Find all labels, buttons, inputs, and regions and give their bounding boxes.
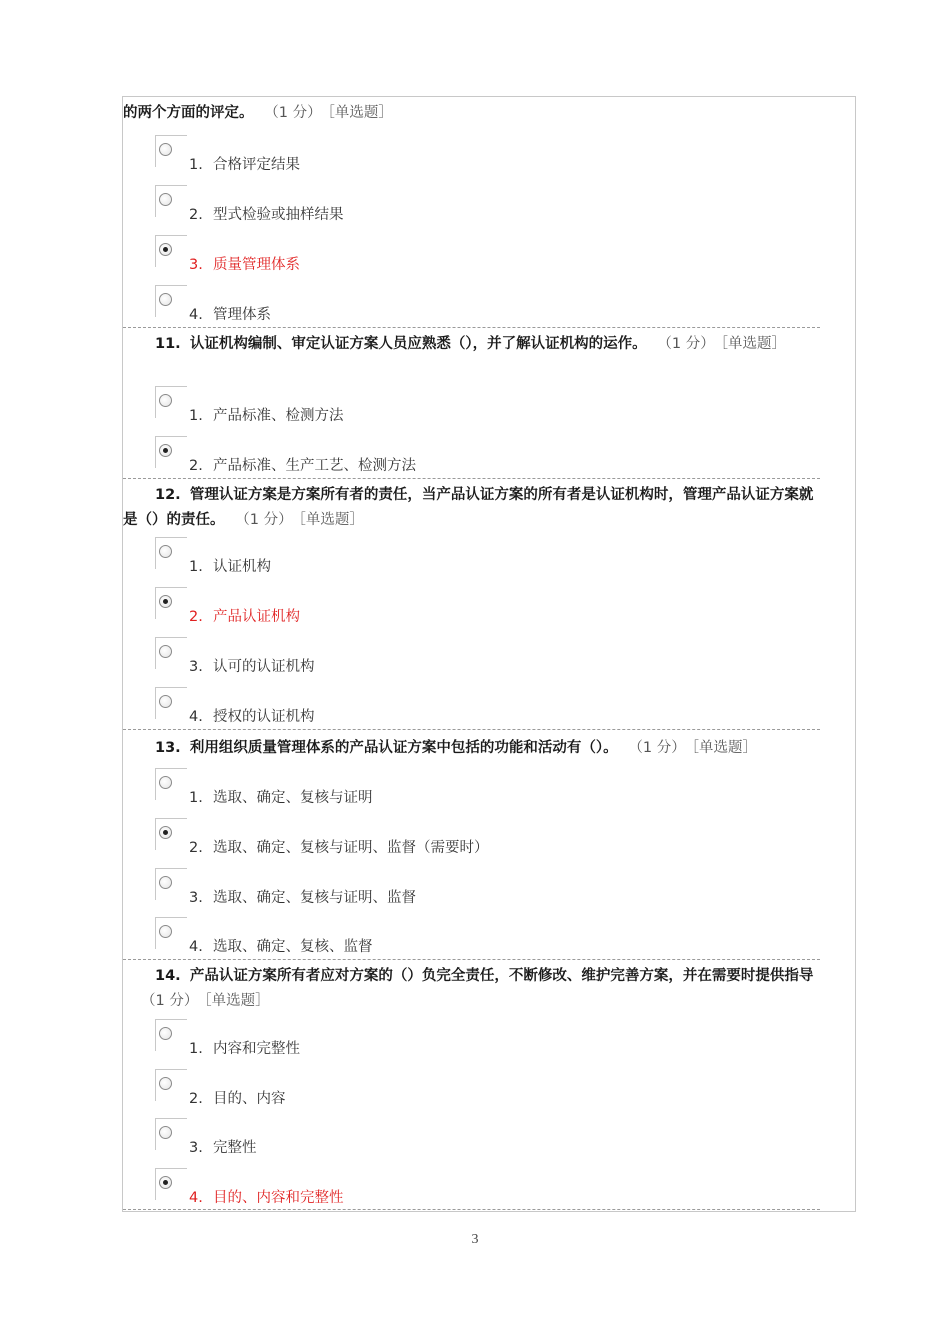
radio-box xyxy=(155,1019,187,1051)
question-text: 利用组织质量管理体系的产品认证方案中包括的功能和活动有（）。 xyxy=(189,740,618,756)
option-number: 1. xyxy=(189,157,203,173)
radio-unchecked-icon[interactable] xyxy=(159,925,172,938)
question-text: 管理认证方案是方案所有者的责任，当产品认证方案的所有者是认证机构时，管理产品认证方案就是（）的责任。 xyxy=(123,487,814,528)
question-11-title xyxy=(123,332,820,357)
radio-checked-icon[interactable] xyxy=(159,826,172,839)
option-q10-4[interactable] xyxy=(155,285,755,325)
page-number: 3 xyxy=(471,1232,479,1247)
option-number: 1. xyxy=(189,559,203,575)
question-divider xyxy=(123,327,820,328)
option-number: 2. xyxy=(189,458,203,474)
option-label: 产品认证机构 xyxy=(213,609,300,625)
radio-box xyxy=(155,436,187,468)
question-score: （1 分） xyxy=(242,512,293,528)
option-number: 2. xyxy=(189,1091,203,1107)
question-number: 14. xyxy=(155,968,181,984)
option-label: 选取、确定、复核、监督 xyxy=(213,939,373,955)
radio-unchecked-icon[interactable] xyxy=(159,876,172,889)
option-q10-1[interactable] xyxy=(155,135,755,175)
question-type: ［单选题］ xyxy=(327,105,393,121)
question-score: （1 分） xyxy=(635,740,686,756)
radio-box xyxy=(155,135,187,167)
radio-unchecked-icon[interactable] xyxy=(159,1126,172,1139)
option-label: 认可的认证机构 xyxy=(213,659,315,675)
option-label: 选取、确定、复核与证明、监督 xyxy=(213,890,416,906)
radio-box xyxy=(155,917,187,949)
option-q12-1[interactable] xyxy=(155,537,755,577)
option-number: 4. xyxy=(189,709,203,725)
question-divider xyxy=(123,729,820,730)
option-label: 认证机构 xyxy=(213,559,271,575)
question-divider xyxy=(123,478,820,479)
option-number: 4. xyxy=(189,307,203,323)
option-number: 2. xyxy=(189,840,203,856)
option-label: 型式检验或抽样结果 xyxy=(213,207,344,223)
radio-box xyxy=(155,1118,187,1150)
radio-box xyxy=(155,687,187,719)
option-q12-4[interactable] xyxy=(155,687,755,727)
option-q14-2[interactable] xyxy=(155,1069,755,1109)
option-number: 3. xyxy=(189,1140,203,1156)
option-number: 1. xyxy=(189,790,203,806)
radio-unchecked-icon[interactable] xyxy=(159,394,172,407)
option-label: 质量管理体系 xyxy=(213,257,300,273)
question-type: ［单选题］ xyxy=(204,993,270,1009)
radio-unchecked-icon[interactable] xyxy=(159,293,172,306)
option-label: 授权的认证机构 xyxy=(213,709,315,725)
option-q14-1[interactable] xyxy=(155,1019,755,1059)
question-13-title xyxy=(123,736,820,761)
radio-unchecked-icon[interactable] xyxy=(159,695,172,708)
option-q13-2[interactable] xyxy=(155,818,755,858)
radio-unchecked-icon[interactable] xyxy=(159,1077,172,1090)
option-q14-3[interactable] xyxy=(155,1118,755,1158)
question-divider xyxy=(123,1209,820,1210)
option-q14-4[interactable] xyxy=(155,1168,755,1208)
radio-checked-icon[interactable] xyxy=(159,444,172,457)
radio-unchecked-icon[interactable] xyxy=(159,645,172,658)
question-12-title xyxy=(123,483,820,533)
option-q12-2[interactable] xyxy=(155,587,755,627)
question-10-title xyxy=(123,101,820,126)
option-number: 1. xyxy=(189,1041,203,1057)
option-q12-3[interactable] xyxy=(155,637,755,677)
radio-unchecked-icon[interactable] xyxy=(159,193,172,206)
option-q13-1[interactable] xyxy=(155,768,755,808)
option-label: 管理体系 xyxy=(213,307,271,323)
option-number: 4. xyxy=(189,939,203,955)
radio-box xyxy=(155,768,187,800)
radio-unchecked-icon[interactable] xyxy=(159,776,172,789)
question-type: ［单选题］ xyxy=(298,512,364,528)
option-label: 产品标准、检测方法 xyxy=(213,408,344,424)
question-number: 13. xyxy=(155,740,181,756)
radio-checked-icon[interactable] xyxy=(159,595,172,608)
question-number: 12. xyxy=(155,487,181,503)
question-type: ［单选题］ xyxy=(720,336,786,352)
option-q11-1[interactable] xyxy=(155,386,755,426)
option-q13-3[interactable] xyxy=(155,868,755,908)
option-label: 选取、确定、复核与证明 xyxy=(213,790,373,806)
option-q11-2[interactable] xyxy=(155,436,755,476)
question-text: 产品认证方案所有者应对方案的（）负完全责任，不断修改、维护完善方案，并在需要时提供指导 xyxy=(189,968,814,984)
radio-box xyxy=(155,537,187,569)
option-number: 3. xyxy=(189,890,203,906)
option-q13-4[interactable] xyxy=(155,917,755,957)
option-label: 完整性 xyxy=(213,1140,257,1156)
option-label: 目的、内容和完整性 xyxy=(213,1190,344,1206)
option-label: 产品标准、生产工艺、检测方法 xyxy=(213,458,416,474)
radio-box xyxy=(155,386,187,418)
radio-box xyxy=(155,185,187,217)
question-divider xyxy=(123,959,820,960)
quiz-frame xyxy=(122,96,856,1212)
radio-box xyxy=(155,235,187,267)
option-q10-3[interactable] xyxy=(155,235,755,275)
question-type: ［单选题］ xyxy=(691,740,757,756)
question-14-title xyxy=(123,964,820,1014)
option-label: 合格评定结果 xyxy=(213,157,300,173)
radio-unchecked-icon[interactable] xyxy=(159,545,172,558)
question-score: （1 分） xyxy=(141,993,199,1009)
radio-box xyxy=(155,1069,187,1101)
radio-box xyxy=(155,285,187,317)
radio-box xyxy=(155,818,187,850)
option-label: 内容和完整性 xyxy=(213,1041,300,1057)
question-score: （1 分） xyxy=(271,105,322,121)
radio-box xyxy=(155,868,187,900)
option-q10-2[interactable] xyxy=(155,185,755,225)
radio-checked-icon[interactable] xyxy=(159,1176,172,1189)
option-number: 2. xyxy=(189,207,203,223)
option-number: 2. xyxy=(189,609,203,625)
question-text: 的两个方面的评定。 xyxy=(123,105,254,121)
radio-box xyxy=(155,1168,187,1200)
option-number: 3. xyxy=(189,257,203,273)
option-label: 选取、确定、复核与证明、监督（需要时） xyxy=(213,840,489,856)
option-number: 4. xyxy=(189,1190,203,1206)
radio-checked-icon[interactable] xyxy=(159,243,172,256)
radio-unchecked-icon[interactable] xyxy=(159,1027,172,1040)
question-text: 认证机构编制、审定认证方案人员应熟悉（），并了解认证机构的运作。 xyxy=(189,336,647,352)
option-number: 3. xyxy=(189,659,203,675)
option-label: 目的、内容 xyxy=(213,1091,286,1107)
radio-unchecked-icon[interactable] xyxy=(159,143,172,156)
question-number: 11. xyxy=(155,336,181,352)
question-score: （1 分） xyxy=(664,336,715,352)
option-number: 1. xyxy=(189,408,203,424)
radio-box xyxy=(155,587,187,619)
radio-box xyxy=(155,637,187,669)
